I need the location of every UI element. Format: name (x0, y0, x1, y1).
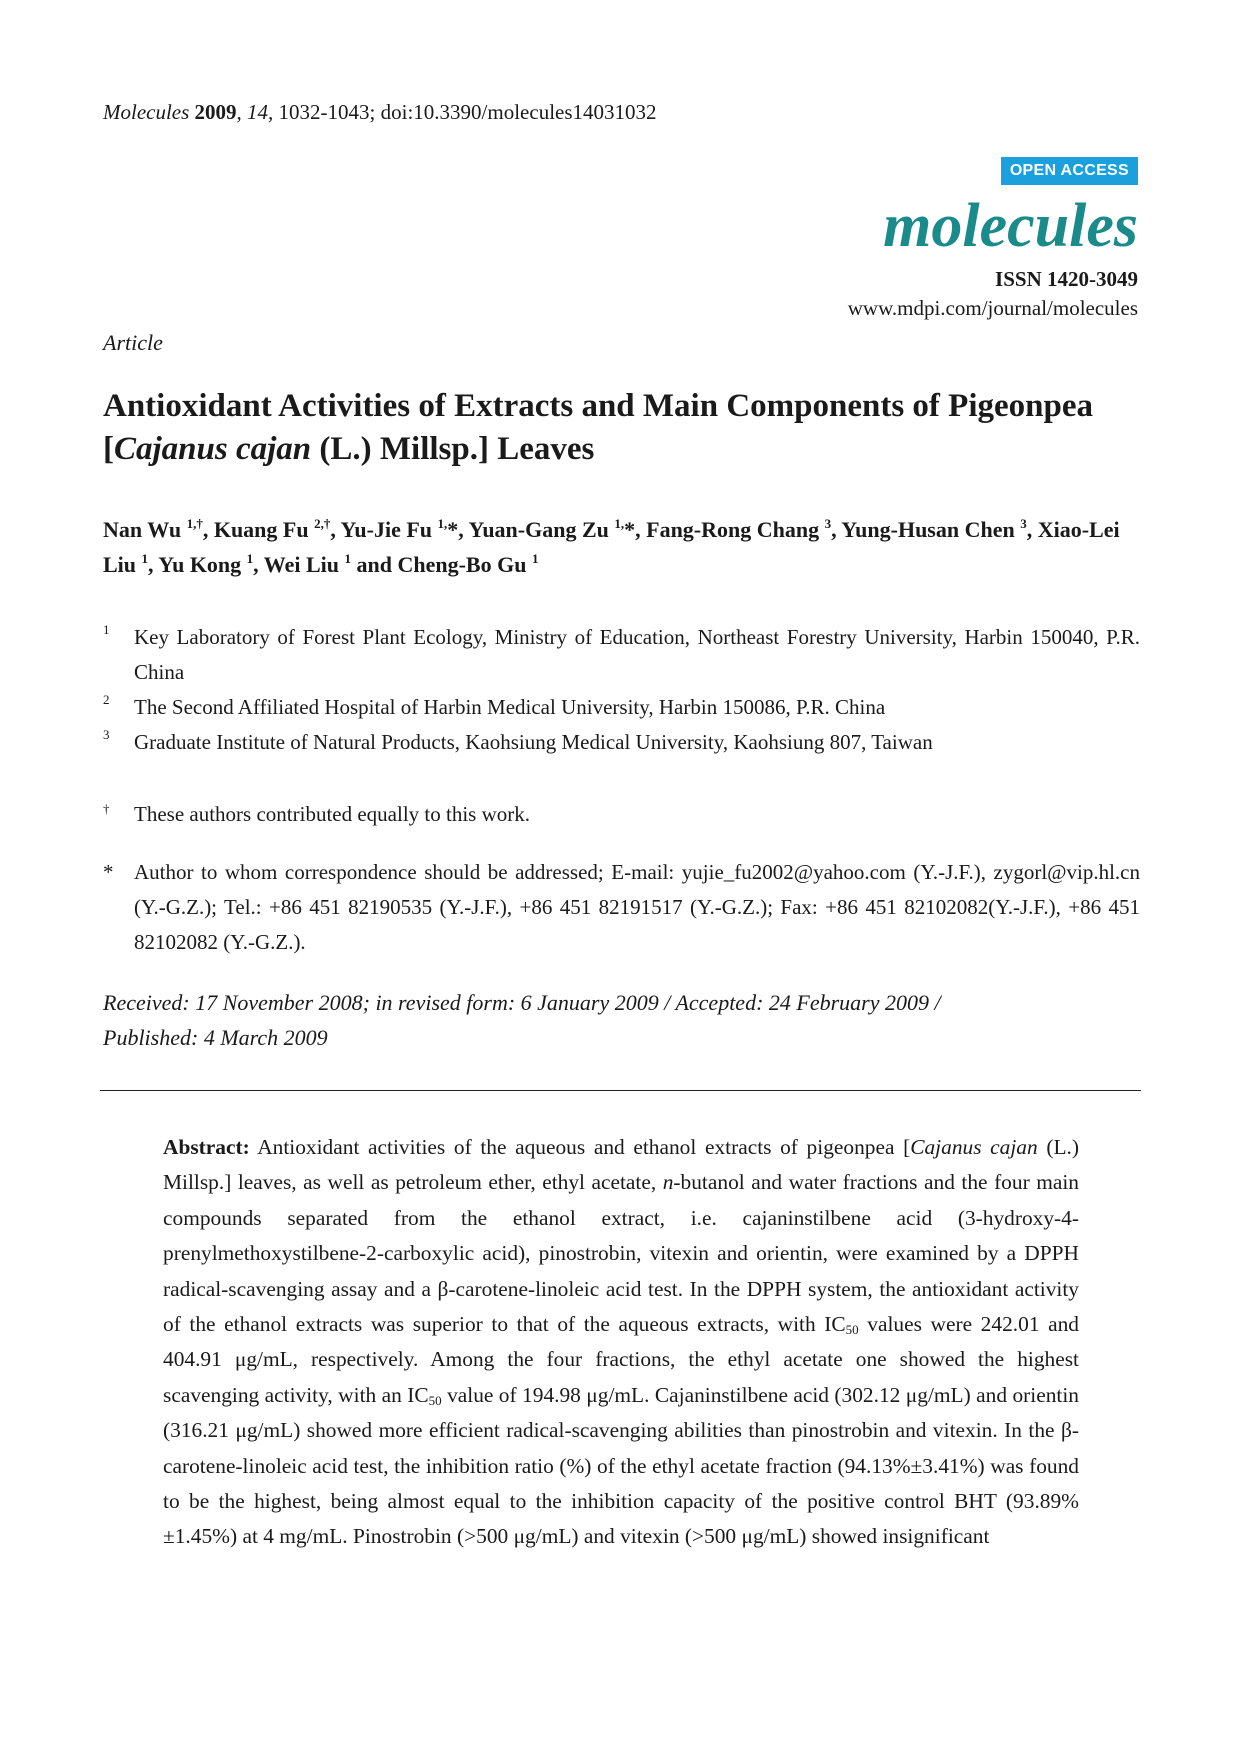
affiliation-1 (103, 620, 1140, 690)
asterisk-mark: * (103, 860, 114, 884)
open-access-badge: OPEN ACCESS (1001, 157, 1138, 185)
author-affil: 1, (437, 516, 448, 531)
affiliation-3 (103, 725, 1140, 760)
ic50-subscript: 50 (428, 1392, 442, 1408)
affiliation-number: 1 (103, 622, 110, 637)
author: Kuang Fu (213, 517, 309, 542)
author-affil: 1 (141, 551, 149, 566)
affiliation-number: 3 (103, 727, 110, 742)
author-affil: 1 (531, 551, 539, 566)
citation-pages-doi: 1032-1043; doi:10.3390/molecules14031032 (273, 100, 657, 124)
correspondence-text: Author to whom correspondence should be addressed; E-mail: yujie_fu2002@yahoo.com (Y.-J.F.), zygorl@vip.hl.cn (Y.-G.Z.); Tel.: +86 451 82190535 (Y.-J.F.), +86 451 82191517 (Y.-G.Z.); Fax: +86 451 82102082(Y.-J.F.), +86 451 82102082 (Y.-G.Z.). (134, 860, 1140, 954)
affiliation-text: Key Laboratory of Forest Plant Ecology, Ministry of Education, Northeast Forestry University, Harbin 150040, P.R. China (134, 625, 1140, 684)
author-list: Nan Wu $^{1,\dagger}$, Kuang Fu $^{2,\dagger}$, Yu-Jie Fu $^{1,}$*, Yuan-Gang Zu $^{1,}$*, Fang-Rong Chang $^3$, Yung-Husan Chen $^3$, Xiao-Lei Liu $^1$, Yu Kong $^1$, Wei Liu $^1$ and Cheng-Bo Gu $^1$ (103, 516, 1120, 577)
abstract (163, 1130, 1079, 1555)
journal-url[interactable]: www.mdpi.com/journal/molecules (847, 296, 1138, 320)
author: Cheng-Bo Gu (397, 552, 527, 577)
citation-line (103, 100, 657, 125)
author-affil: 1,† (186, 516, 203, 531)
author-affil: 3 (824, 516, 832, 531)
author: Yu Kong (158, 552, 242, 577)
author-affil: 2,† (314, 516, 331, 531)
author: Xiao-Lei Liu (103, 517, 1120, 577)
divider-rule (100, 1090, 1141, 1091)
author-affil: 1, (614, 516, 625, 531)
affiliation-text: The Second Affiliated Hospital of Harbin Medical University, Harbin 150086, P.R. China (134, 695, 886, 719)
issn: ISSN 1420-3049 (995, 267, 1138, 291)
title-species: Cajanus cajan (114, 431, 312, 467)
abstract-text: (L.) Millsp.] leaves, as well as petroleum ether, ethyl acetate, (163, 1135, 1080, 1195)
title-text-2: (L.) Millsp.] Leaves (311, 431, 595, 467)
dates-line-1: Received: 17 November 2008; in revised form: 6 January 2009 / Accepted: 24 February 2009 / (103, 990, 941, 1015)
ic50-subscript: 50 (845, 1322, 859, 1338)
correspondence-note (103, 855, 1140, 960)
abstract-text: Antioxidant activities of the aqueous and ethanol extracts of pigeonpea [ (249, 1135, 911, 1159)
dagger-mark: † (103, 801, 110, 816)
abstract-text: values were 242.01 and 404.91 μg/mL, respectively. Among the four fractions, the ethyl acetate one showed the highest scavenging activity, with an IC (163, 1312, 1079, 1407)
equal-contribution-note (103, 797, 1140, 832)
author: Yu-Jie Fu (340, 517, 433, 542)
citation-year: 2009 (194, 100, 237, 124)
citation-journal: Molecules (103, 100, 190, 124)
affiliation-text: Graduate Institute of Natural Products, Kaohsiung Medical University, Kaohsiung 807, Taiwan (134, 730, 933, 754)
abstract-species: Cajanus cajan (910, 1135, 1038, 1159)
affiliation-number: 2 (103, 692, 110, 707)
abstract-n-prefix: n (662, 1170, 674, 1195)
author: Wei Liu (263, 552, 339, 577)
author: Yuan-Gang Zu (468, 517, 609, 542)
author-affil: 3 (1020, 516, 1027, 531)
abstract-text: -butanol and water fractions and the four main compounds separated from the ethanol extract, i.e. cajaninstilbene acid (3-hydroxy-4-prenylmethoxystilbene-2-carboxylic acid), pinostrobin, vitexin and orientin, were examined by a DPPH radical-scavenging assay and a β-carotene-linoleic acid test. In the DPPH system, the antioxidant activity of the ethanol extracts was superior to that of the aqueous extracts, with IC (163, 1170, 1079, 1337)
publication-dates (103, 985, 1143, 1055)
dates-line-2: Published: 4 March 2009 (103, 1025, 328, 1050)
journal-logo: molecules (883, 192, 1138, 260)
author: Yung-Husan Chen (841, 517, 1015, 542)
equal-contribution-text: These authors contributed equally to this work. (134, 802, 530, 826)
author-affil: 1 (344, 551, 351, 566)
paper-title (103, 385, 1143, 471)
abstract-label: Abstract: (163, 1135, 250, 1159)
author-affil: 1 (246, 551, 254, 566)
author: Nan Wu (103, 517, 182, 542)
abstract-text: value of 194.98 μg/mL. Cajaninstilbene acid (302.12 μg/mL) and orientin (316.21 μg/mL) showed more efficient radical-scavenging abilities than pinostrobin and vitexin. In the β-carotene-linoleic acid test, the inhibition ratio (%) of the ethyl acetate fraction (94.13%±3.41%) was found to be the highest, being almost equal to the inhibition capacity of the positive control BHT (93.89%±1.45%) at 4 mg/mL. Pinostrobin (>500 μg/mL) and vitexin (>500 μg/mL) showed insignificant (163, 1382, 1079, 1549)
citation-volume: , 14, (236, 100, 274, 124)
affiliation-2 (103, 690, 1140, 725)
author: Fang-Rong Chang (646, 517, 820, 542)
title-text-1: Antioxidant Activities of Extracts and Main Components of Pigeonpea [ (103, 388, 1093, 467)
article-type: Article (103, 330, 163, 355)
